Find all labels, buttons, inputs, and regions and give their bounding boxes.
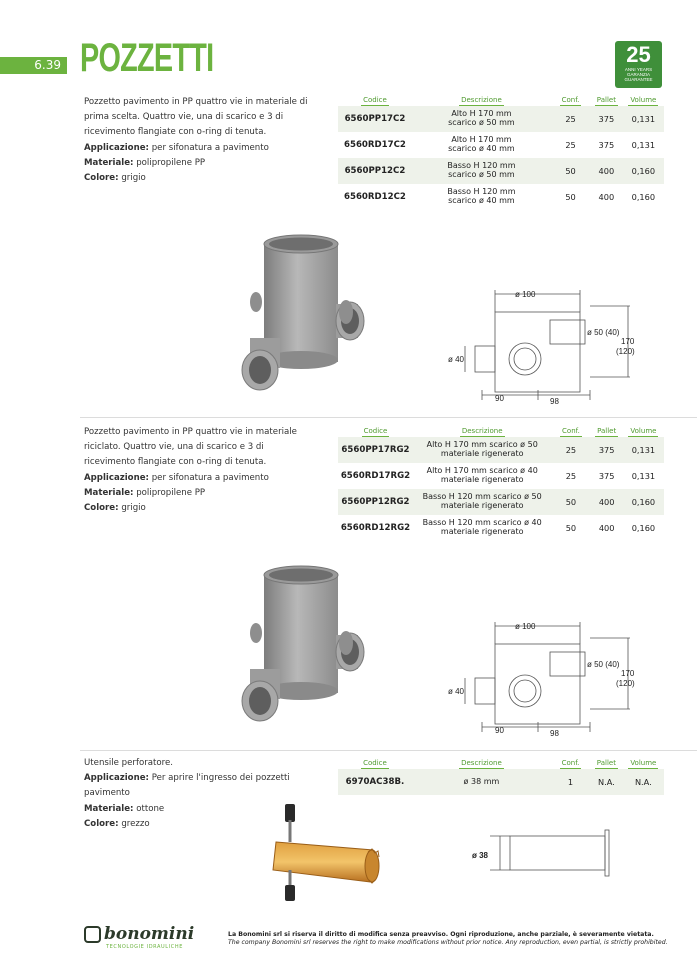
page-number: 6.39 (0, 57, 67, 74)
badge-line1: ANNI YEARS (624, 67, 653, 72)
section1-mat-label: Materiale: (84, 157, 134, 168)
section3-table (338, 757, 664, 795)
row-pallet: 400 (598, 192, 615, 202)
row-conf: 25 (565, 471, 577, 481)
row-conf: 50 (565, 192, 576, 202)
row-volume: 0,160 (623, 489, 664, 515)
dim-b1: 90 (495, 394, 504, 403)
section2-app: per sifonatura a pavimento (151, 472, 269, 483)
col-descrizione: Descrizione (461, 427, 503, 435)
section3-app: Per aprire l'ingresso dei pozzetti pavimento (84, 773, 290, 799)
row-pallet: 375 (598, 140, 615, 150)
row-conf: 1 (551, 769, 590, 795)
section1-description (84, 95, 314, 186)
row-desc2: materiale rigenerato (440, 501, 524, 510)
row-desc2: scarico ø 50 mm (448, 118, 515, 127)
table-row (338, 489, 664, 515)
product-image-pozzetto-rigenerato (238, 563, 368, 728)
dim-h1: 170 (621, 669, 635, 678)
section-separator (80, 417, 697, 418)
row-conf: 25 (551, 106, 590, 132)
dim-right: ø 50 (40) (587, 660, 620, 669)
section1-col: grigio (121, 173, 146, 184)
row-desc1: ø 38 mm (412, 769, 551, 795)
section1-text: Pozzetto pavimento in PP quattro vie in materiale di prima scelta. Quattro vie, una di scarico e 3 di ricevimento flangiate con o-ring di tenuta. (84, 97, 308, 138)
col-codice: Codice (363, 759, 387, 767)
brand-logo (84, 924, 194, 950)
row-desc1: Alto H 170 mm (451, 109, 512, 119)
col-descrizione: Descrizione (461, 96, 502, 104)
technical-drawing-1 (440, 282, 645, 412)
row-desc1: Basso H 120 mm scarico ø 40 (422, 518, 542, 528)
row-desc1: Alto H 170 mm scarico ø 50 (426, 440, 538, 450)
section1-app: per sifonatura a pavimento (151, 142, 269, 153)
footer-disclaimer (228, 931, 668, 947)
row-code: 6560PP17C2 (338, 106, 412, 132)
table-row (338, 515, 664, 541)
product-image-pozzetto (238, 232, 368, 397)
row-desc2: scarico ø 50 mm (448, 170, 515, 179)
col-codice: Codice (363, 96, 387, 104)
dim-top: ø 100 (515, 290, 536, 299)
dim-h2: (120) (616, 679, 635, 688)
section1-col-label: Colore: (84, 173, 119, 184)
table-row (338, 158, 664, 184)
table-row (338, 106, 664, 132)
row-volume: 0,160 (631, 523, 656, 533)
row-desc2: scarico ø 40 mm (448, 144, 515, 153)
row-pallet: 400 (590, 489, 622, 515)
col-pallet: Pallet (596, 759, 616, 767)
footer-line-it: La Bonomini srl si riserva il diritto di modifica senza preavviso. Ogni riproduzione, anche parziale, è severamente vietata. (228, 931, 654, 938)
section2-table (338, 425, 664, 541)
badge-line3: GUARANTEE (624, 77, 653, 82)
row-pallet: 375 (598, 471, 615, 481)
col-pallet: Pallet (597, 427, 617, 435)
section2-mat-label: Materiale: (84, 487, 134, 498)
row-volume: 0,131 (623, 106, 664, 132)
row-volume: 0,160 (623, 158, 664, 184)
dim-b2: 98 (550, 729, 559, 738)
badge-line2: GARANZIA (626, 72, 650, 77)
warranty-badge (615, 41, 662, 88)
section2-description (84, 425, 314, 516)
technical-drawing-3 (470, 828, 615, 878)
section2-app-label: Applicazione: (84, 472, 149, 483)
row-desc2: materiale rigenerato (440, 449, 524, 458)
table-row (338, 184, 664, 210)
row-code: 6560PP12C2 (338, 158, 412, 184)
logo-subtitle: TECNOLOGIE IDRAULICHE (106, 944, 183, 950)
row-desc2: scarico ø 40 mm (448, 196, 515, 205)
row-conf: 25 (565, 140, 576, 150)
section1-mat: polipropilene PP (136, 157, 206, 168)
row-pallet: 400 (598, 523, 615, 533)
row-code: 6560RD12RG2 (340, 523, 411, 533)
table-header (338, 94, 664, 106)
technical-drawing-2 (440, 614, 645, 744)
table-row (338, 132, 664, 158)
section3-mat: ottone (136, 803, 165, 814)
section3-text: Utensile perforatore. (84, 758, 174, 768)
col-conf: Conf. (561, 759, 580, 767)
row-code: 6560PP17RG2 (338, 437, 413, 463)
row-code: 6560RD12C2 (343, 192, 406, 202)
table-header (338, 425, 664, 437)
row-conf: 50 (551, 158, 590, 184)
col-volume: Volume (630, 96, 657, 104)
dim-b2: 98 (550, 397, 559, 406)
dim-left: ø 40 (448, 687, 465, 696)
col-conf: Conf. (562, 427, 580, 435)
row-conf: 25 (551, 437, 590, 463)
section2-text: Pozzetto pavimento in PP quattro vie in materiale riciclato. Quattro vie, una di scarico e 3 di ricevimento flangiate con o-ring di tenuta. (84, 427, 297, 468)
section2-col-label: Colore: (84, 503, 119, 514)
row-pallet: 400 (590, 158, 623, 184)
logo-text: bonomini (104, 924, 195, 944)
table-row (338, 437, 664, 463)
col-descrizione: Descrizione (461, 759, 502, 767)
row-volume: N.A. (623, 769, 664, 795)
row-pallet: 375 (590, 437, 622, 463)
row-code: 6970AC38B. (338, 769, 412, 795)
dim-left: ø 40 (448, 355, 465, 364)
row-conf: 50 (565, 523, 577, 533)
logo-mark-icon (84, 926, 101, 943)
section-separator (80, 750, 697, 751)
section1-app-label: Applicazione: (84, 142, 149, 153)
row-volume: 0,131 (631, 471, 656, 481)
dim-diameter: ø 38 (472, 851, 489, 860)
row-volume: 0,160 (631, 192, 656, 202)
product-image-utensile (268, 800, 383, 902)
row-pallet: 375 (590, 106, 623, 132)
dim-top: ø 100 (515, 622, 536, 631)
table-header (338, 757, 664, 769)
dim-right: ø 50 (40) (587, 328, 620, 337)
row-desc1: Basso H 120 mm (447, 161, 516, 171)
col-pallet: Pallet (596, 96, 616, 104)
table-row (338, 769, 664, 795)
col-volume: Volume (630, 759, 657, 767)
dim-b1: 90 (495, 726, 504, 735)
row-desc1: Basso H 120 mm scarico ø 50 (422, 492, 542, 502)
dim-h2: (120) (616, 347, 635, 356)
section3-app-label: Applicazione: (84, 773, 149, 784)
col-codice: Codice (363, 427, 388, 435)
row-desc1: Alto H 170 mm (451, 135, 512, 145)
row-conf: 50 (551, 489, 590, 515)
col-volume: Volume (630, 427, 657, 435)
page-title: POZZETTI (80, 36, 214, 80)
badge-number: 25 (626, 42, 651, 67)
table-row (338, 463, 664, 489)
row-code: 6560RD17C2 (343, 140, 406, 150)
section2-col: grigio (121, 503, 146, 514)
section3-col-label: Colore: (84, 818, 119, 829)
row-desc1: Alto H 170 mm scarico ø 40 (426, 466, 538, 476)
row-desc2: materiale rigenerato (440, 475, 524, 484)
row-pallet: N.A. (590, 769, 623, 795)
footer-line-en: The company Bonomini srl reserves the right to make modifications without prior notice. Any reproduction, even partial, is strictly prohibited. (228, 939, 668, 946)
section1-table (338, 94, 664, 210)
row-code: 6560RD17RG2 (340, 471, 411, 481)
dim-h1: 170 (621, 337, 635, 346)
row-desc2: materiale rigenerato (440, 527, 524, 536)
row-volume: 0,131 (623, 437, 664, 463)
row-code: 6560PP12RG2 (338, 489, 413, 515)
row-volume: 0,131 (631, 140, 656, 150)
section3-mat-label: Materiale: (84, 803, 134, 814)
row-desc1: Basso H 120 mm (447, 187, 516, 197)
col-conf: Conf. (561, 96, 580, 104)
section2-mat: polipropilene PP (136, 487, 206, 498)
section3-col: grezzo (121, 818, 150, 829)
